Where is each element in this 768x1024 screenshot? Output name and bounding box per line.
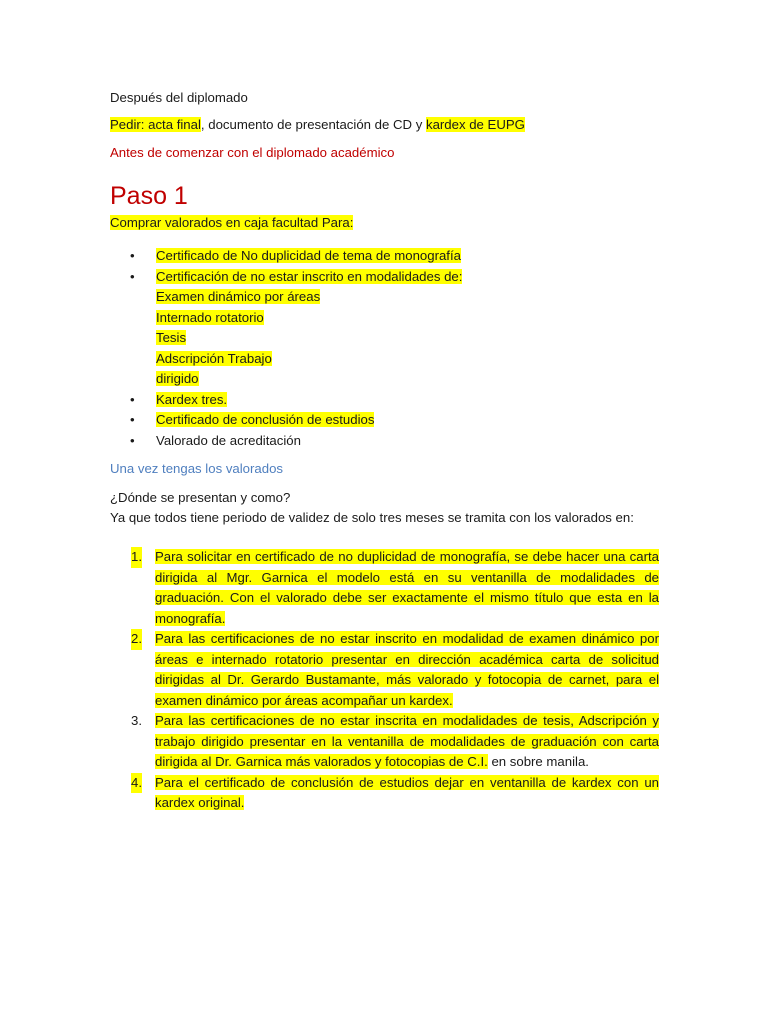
request-middle-text: , documento de presentación de CD y bbox=[200, 117, 426, 132]
list-item: • Kardex tres. bbox=[110, 390, 670, 411]
before-diploma-heading: Antes de comenzar con el diplomado académico bbox=[110, 145, 395, 160]
list-item: • Certificado de No duplicidad de tema de monografía bbox=[110, 246, 670, 267]
sub-item: Adscripción Trabajo bbox=[156, 350, 272, 366]
steps-list bbox=[110, 547, 659, 814]
sub-item: Internado rotatorio bbox=[156, 309, 264, 325]
after-diploma-heading: Después del diplomado bbox=[110, 90, 248, 105]
bullet-icon: • bbox=[130, 412, 135, 427]
step-number: 1. bbox=[131, 547, 142, 568]
list-item: 2. Para las certificaciones de no estar inscrito en modalidad de examen dinámico por áreas e internado rotatorio presentar en dirección académica carta de solicitud dirigidas al Dr. Gerardo Bustamante, más valorado y fotocopia de carnet, para el examen dinámico por áreas acompañar un kardex. bbox=[131, 631, 659, 708]
step-number: 2. bbox=[131, 629, 142, 650]
sub-item: Tesis bbox=[156, 330, 187, 345]
list-item: • Valorado de acreditación bbox=[110, 431, 670, 452]
bullet-icon: • bbox=[130, 268, 135, 284]
list-item: • Certificación de no estar inscrito en modalidades de: bbox=[110, 267, 670, 288]
requirements-list bbox=[110, 246, 670, 451]
intro-paragraph: Ya que todos tiene periodo de validez de solo tres meses se tramita con los valorados en: bbox=[110, 510, 634, 525]
list-item: 3. Para las certificaciones de no estar inscrita en modalidades de tesis, Adscripción y trabajo dirigido presentar en la ventanilla de modalidades de graduación con carta dirigida al Dr. Garnica más valorados y fotocopias de C.I. en sobre manila. bbox=[131, 713, 659, 769]
list-item: • Certificado de conclusión de estudios bbox=[110, 410, 670, 431]
step-number: 4. bbox=[131, 773, 142, 794]
request-highlight-acta: Pedir: acta final bbox=[110, 117, 201, 132]
bullet-icon: • bbox=[130, 391, 135, 407]
bullet-icon: • bbox=[130, 248, 135, 263]
step-number: 3. bbox=[131, 713, 142, 728]
list-item: 1. Para solicitar en certificado de no duplicidad de monografía, se debe hacer una carta dirigida al Mgr. Garnica el modelo está en su ventanilla de modalidades de graduación. Con el valorado debe ser exactamente el mismo título que esta en la monografía. bbox=[131, 549, 659, 626]
list-item: 4. Para el certificado de conclusión de estudios dejar en ventanilla de kardex con un kardex original. bbox=[131, 774, 659, 810]
once-heading: Una vez tengas los valorados bbox=[110, 461, 284, 476]
request-highlight-kardex: kardex de EUPG bbox=[425, 117, 525, 132]
buy-line: Comprar valorados en caja facultad Para: bbox=[110, 215, 354, 230]
request-line bbox=[110, 115, 525, 136]
sub-item: Examen dinámico por áreas bbox=[156, 289, 321, 304]
bullet-icon: • bbox=[130, 432, 135, 448]
question-line: ¿Dónde se presentan y como? bbox=[110, 490, 291, 505]
step-title: Paso 1 bbox=[110, 182, 188, 210]
sub-item: dirigido bbox=[156, 371, 199, 386]
